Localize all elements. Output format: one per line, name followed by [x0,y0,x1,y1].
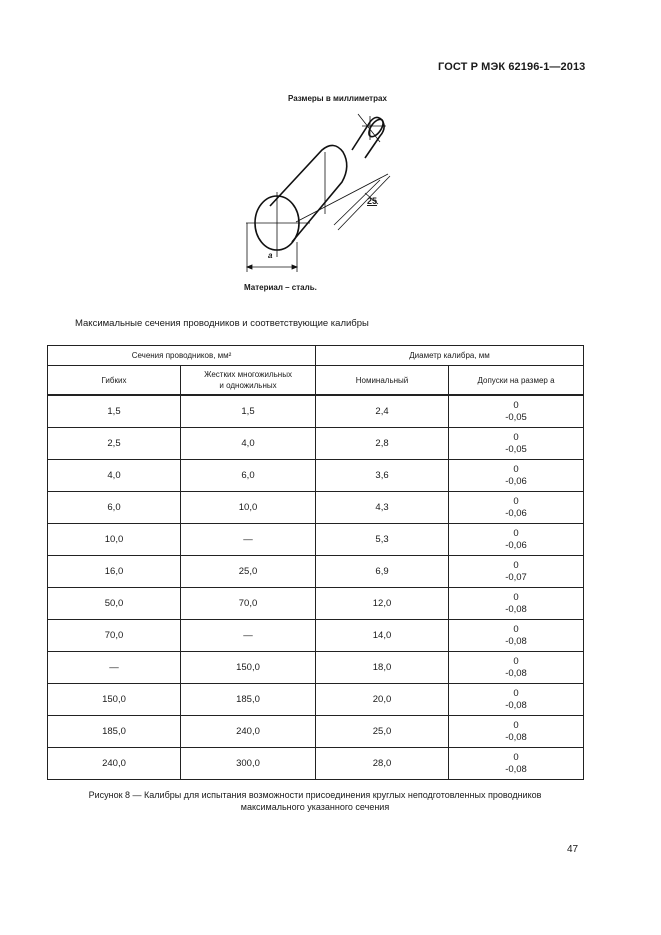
cell-rigid: 185,0 [181,684,316,716]
dimension-diameter-label: a [268,251,273,260]
header-rigid [181,366,316,396]
tol-lower: -0,06 [505,539,527,551]
tol-lower: -0,08 [505,603,527,615]
cell-flexible: 240,0 [48,748,181,780]
tol-upper: 0 [513,687,519,699]
table-row [48,395,584,428]
cell-nominal: 3,6 [316,460,449,492]
cell-rigid: 25,0 [181,556,316,588]
caliber-drawing [230,92,430,297]
tol-lower: -0,08 [505,731,527,743]
page-number: 47 [567,844,579,855]
cell-rigid: 10,0 [181,492,316,524]
tol-lower: -0,08 [505,763,527,775]
tol-upper: 0 [513,719,519,731]
cell-flexible: 1,5 [48,395,181,428]
cell-flexible: 150,0 [48,684,181,716]
table-row [48,716,584,748]
tol-upper: 0 [513,559,519,571]
cell-flexible: 16,0 [48,556,181,588]
document-header: ГОСТ Р МЭК 62196-1—2013 [438,61,586,73]
header-rigid-line1: Жестких многожильных [204,370,292,379]
tol-upper: 0 [513,495,519,507]
cell-nominal: 18,0 [316,652,449,684]
cell-tolerance [449,652,584,684]
cell-nominal: 12,0 [316,588,449,620]
cell-flexible: — [48,652,181,684]
header-diameter: Диаметр калибра, мм [316,346,584,366]
table-row [48,428,584,460]
table-row [48,748,584,780]
cell-nominal: 4,3 [316,492,449,524]
cell-tolerance [449,620,584,652]
figure-caption-line2: максимального указанного сечения [240,802,390,812]
cell-nominal: 5,3 [316,524,449,556]
tol-upper: 0 [513,527,519,539]
cell-flexible: 6,0 [48,492,181,524]
cell-flexible: 50,0 [48,588,181,620]
table-row [48,492,584,524]
cell-tolerance [449,716,584,748]
cell-tolerance [449,428,584,460]
cell-tolerance [449,556,584,588]
cell-rigid: — [181,524,316,556]
figure-caption [47,789,583,813]
cell-tolerance [449,524,584,556]
table-row [48,652,584,684]
cell-tolerance [449,588,584,620]
tol-lower: -0,06 [505,507,527,519]
cell-nominal: 14,0 [316,620,449,652]
cell-nominal: 28,0 [316,748,449,780]
cell-rigid: 4,0 [181,428,316,460]
tol-upper: 0 [513,751,519,763]
cell-rigid: 6,0 [181,460,316,492]
tol-upper: 0 [513,463,519,475]
caliber-sketch-svg [230,92,430,297]
table-row [48,684,584,716]
header-rigid-line2: и одножильных [219,381,277,390]
table-row [48,588,584,620]
cell-nominal: 20,0 [316,684,449,716]
header-tolerance: Допуски на размер a [449,366,584,396]
table-caption: Максимальные сечения проводников и соответствующие калибры [75,318,369,329]
header-sections: Сечения проводников, мм² [48,346,316,366]
material-note: Материал – сталь. [244,283,317,292]
cell-rigid: 300,0 [181,748,316,780]
header-flexible: Гибких [48,366,181,396]
cell-flexible: 2,5 [48,428,181,460]
table-row [48,556,584,588]
cell-tolerance [449,395,584,428]
cell-flexible: 4,0 [48,460,181,492]
table-row [48,524,584,556]
tol-lower: -0,08 [505,699,527,711]
tol-upper: 0 [513,591,519,603]
tol-lower: -0,08 [505,667,527,679]
cell-tolerance [449,460,584,492]
cell-rigid: 150,0 [181,652,316,684]
cell-flexible: 10,0 [48,524,181,556]
tol-lower: -0,08 [505,635,527,647]
dimension-length-label: 25 [367,196,378,206]
header-nominal: Номинальный [316,366,449,396]
tol-lower: -0,06 [505,475,527,487]
cell-tolerance [449,684,584,716]
tol-upper: 0 [513,431,519,443]
cell-nominal: 2,4 [316,395,449,428]
cell-rigid: 1,5 [181,395,316,428]
cell-nominal: 25,0 [316,716,449,748]
cell-rigid: — [181,620,316,652]
cell-flexible: 185,0 [48,716,181,748]
tol-upper: 0 [513,399,519,411]
tol-lower: -0,05 [505,443,527,455]
cell-tolerance [449,492,584,524]
cell-nominal: 6,9 [316,556,449,588]
cell-rigid: 70,0 [181,588,316,620]
tol-lower: -0,07 [505,571,527,583]
cell-flexible: 70,0 [48,620,181,652]
caliber-table [47,345,584,780]
figure-caption-line1: Рисунок 8 — Калибры для испытания возможности присоединения круглых неподготовленных проводников [88,790,542,800]
cell-nominal: 2,8 [316,428,449,460]
figure-units-note: Размеры в миллиметрах [288,94,387,103]
tol-lower: -0,05 [505,411,527,423]
table-row [48,460,584,492]
tol-upper: 0 [513,623,519,635]
cell-tolerance [449,748,584,780]
tol-upper: 0 [513,655,519,667]
table-row [48,620,584,652]
cell-rigid: 240,0 [181,716,316,748]
